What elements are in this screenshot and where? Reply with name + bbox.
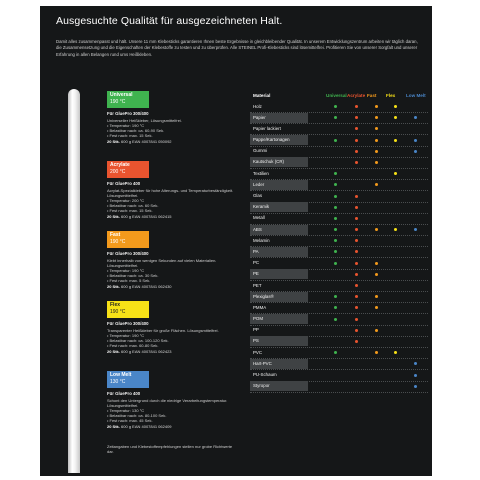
header-acrylate: Acrylate [347,93,366,98]
product-low-melt [107,371,235,441]
product-ean: 600 g EAN 4007841 062409 [121,424,172,429]
table-row [250,146,428,157]
product-device: Für GluePro 400 [107,181,141,186]
product-device: Für GluePro 300/400 [107,111,149,116]
product-fast [107,231,235,301]
suitability-dot-acrylate [355,195,358,198]
material-name: ABS [250,225,308,235]
suitability-dot-acrylate [355,318,358,321]
suitability-dot-low-melt [414,139,417,142]
product-qty: 20 Stk. [107,349,120,354]
suitability-dot-universal [334,116,337,119]
suitability-dot-universal [334,239,337,242]
suitability-dot-universal [334,351,337,354]
product-flex [107,301,235,371]
product-qty: 20 Stk. [107,139,120,144]
suitability-dot-acrylate [355,306,358,309]
material-name: POM [250,314,308,324]
material-name: Textilien [253,170,269,176]
product-device: Für GluePro 300/400 [107,321,149,326]
product-ean: 600 g EAN 4007841 062423 [121,349,172,354]
spec-item: • Temperatur: 200 °C [107,198,235,203]
suitability-dot-flex [394,105,397,108]
table-row [250,101,428,112]
table-row [250,370,428,381]
table-row [250,325,428,336]
table-row [250,347,428,358]
brochure-page [40,6,432,476]
material-name: PE [250,269,308,279]
suitability-dot-fast [375,262,378,265]
material-name: Keramik [250,202,308,212]
suitability-dot-fast [375,105,378,108]
suitability-dot-low-melt [414,362,417,365]
table-row [250,280,428,291]
material-name: Papier lackiert [253,125,281,131]
table-row [250,269,428,280]
product-description: Transparenter Heißkleber für große Flächen. Lösungsmittelfrei. [107,328,219,333]
product-qty: 20 Stk. [107,214,120,219]
product-temp: 190 °C [110,98,126,105]
suitability-dot-acrylate [355,262,358,265]
product-temp: 130 °C [110,378,126,385]
material-name: Styropor [250,381,308,391]
table-row [250,213,428,224]
suitability-dot-fast [375,295,378,298]
spec-item: • Belastbar nach: ca. 60-90 Sek. [107,128,235,133]
suitability-dot-acrylate [355,217,358,220]
suitability-dot-fast [375,150,378,153]
suitability-dot-acrylate [355,250,358,253]
product-device: Für GluePro 300/400 [107,251,149,256]
product-specs [107,123,235,138]
suitability-dot-low-melt [414,385,417,388]
suitability-dot-acrylate [355,329,358,332]
header-material: Material [253,93,271,98]
suitability-dot-acrylate [355,284,358,287]
product-badge [107,301,149,318]
suitability-dot-acrylate [355,228,358,231]
product-universal [107,91,235,161]
product-description: Acrylat-Spezialkleber für hohe Alterungs- und Temperaturbeständigkeit. Lösungsmittelfrei. [107,188,234,198]
spec-item: • Temperatur: 190 °C [107,123,235,128]
suitability-dot-universal [334,318,337,321]
table-row [250,246,428,257]
product-name: Low Melt [110,372,132,378]
intro-text: Damit alles zusammenpasst und hält. Unsere 11 mm Klebesticks garantieren Ihnen beste Ergebnisse in gleichbleibender Qualität. In unserem Entwicklungszentrum arbeiten wir täglich daran, die Zusammensetzung und die Eigenschaften der Klebestoffe zu testen und zu überprüfen. Alle STEINEL Profi-Klebesticks sind lösemittelfrei. Profitieren Sie von unserer Sorgfalt und unserer Erfahrung in allen Belangen rund ums Heißkleben. [56,39,418,57]
suitability-dot-universal [334,217,337,220]
product-badge [107,231,149,248]
suitability-dot-acrylate [355,206,358,209]
suitability-dot-flex [394,351,397,354]
suitability-dot-universal [334,183,337,186]
product-description: Klebt innerhalb von wenigen Sekunden auf vielen Materialien. Lösungsmittelfrei. [107,258,217,268]
table-row [250,314,428,325]
material-table [250,91,428,392]
product-name: Universal [110,92,133,98]
suitability-dot-flex [394,228,397,231]
suitability-dot-acrylate [355,340,358,343]
material-name: Kautschuk (CR) [250,157,308,167]
suitability-dot-low-melt [414,116,417,119]
suitability-dot-fast [375,351,378,354]
footnote: Zeitangaben und Klebestoffempfehlungen stellen nur grobe Richtwerte dar. [107,444,233,454]
spec-item: • Temperatur: 130 °C [107,408,235,413]
table-row [250,336,428,347]
product-device: Für GluePro 400 [107,391,141,396]
product-temp: 200 °C [110,168,126,175]
table-row [250,258,428,269]
table-row [250,224,428,235]
header-low-melt: Low Melt [406,93,426,98]
table-row [250,191,428,202]
product-order-info [107,349,235,354]
spec-item: • Fest nach: max. 45 Sek. [107,418,235,423]
table-row [250,157,428,168]
suitability-dot-acrylate [355,105,358,108]
product-description: Universeller Heißkleber, Lösungsmittelfrei. [107,118,182,123]
suitability-dot-low-melt [414,150,417,153]
product-qty: 20 Stk. [107,284,120,289]
product-temp: 190 °C [110,238,126,245]
table-row [250,202,428,213]
suitability-dot-acrylate [355,116,358,119]
material-name: PC [253,260,260,266]
spec-item: • Belastbar nach: ca. 30 Sek. [107,273,235,278]
material-name: Leder [250,180,308,190]
header-flex: Flex [386,93,396,98]
suitability-dot-acrylate [355,273,358,276]
suitability-dot-low-melt [414,374,417,377]
material-name: PS [250,336,308,346]
header-fast: Fast [367,93,377,98]
suitability-dot-fast [375,139,378,142]
material-name: PP [253,327,259,333]
product-order-info [107,284,235,289]
suitability-dot-universal [334,306,337,309]
suitability-dot-acrylate [355,127,358,130]
spec-item: • Fest nach: max. 5 Sek. [107,278,235,283]
suitability-dot-acrylate [355,239,358,242]
product-qty: 20 Stk. [107,424,120,429]
material-name: Gummi [253,148,268,154]
material-name: PU-Schaum [253,372,277,377]
suitability-dot-universal [334,172,337,175]
spec-item: • Belastbar nach: ca. 100-120 Sek. [107,338,235,343]
material-name: Plexiglas® [250,292,308,302]
suitability-dot-low-melt [414,228,417,231]
suitability-dot-universal [334,206,337,209]
product-order-info [107,424,235,429]
spec-item: • Temperatur: 190 °C [107,333,235,338]
product-badge [107,371,149,388]
table-row [250,235,428,246]
product-badge [107,161,149,178]
suitability-dot-fast [375,273,378,276]
suitability-dot-acrylate [355,295,358,298]
header-universal: Universal [326,93,347,98]
spec-item: • Belastbar nach: ca. 60 Sek. [107,203,235,208]
suitability-dot-flex [394,172,397,175]
table-row [250,179,428,190]
row-divider [250,392,428,393]
product-ean: 600 g EAN 4007841 062430 [121,284,172,289]
product-list [107,91,235,441]
spec-item: • Belastbar nach: ca. 80-100 Sek. [107,413,235,418]
material-name: Glas [253,193,263,198]
table-row [250,135,428,146]
product-order-info [107,214,235,219]
glue-stick-image [68,89,80,473]
material-name: Holz [253,103,262,109]
suitability-dot-universal [334,228,337,231]
table-row [250,112,428,123]
material-name: PVC [253,349,263,355]
table-row [250,123,428,134]
material-name: Metall [253,215,265,221]
product-acrylate [107,161,235,231]
suitability-dot-universal [334,250,337,253]
suitability-dot-acrylate [355,150,358,153]
table-row [250,381,428,392]
table-row [250,291,428,302]
spec-item: • Fest nach: max. 15 Sek. [107,208,235,213]
suitability-dot-fast [375,183,378,186]
suitability-dot-acrylate [355,139,358,142]
material-table-header [250,91,428,101]
suitability-dot-fast [375,329,378,332]
suitability-dot-universal [334,295,337,298]
suitability-dot-universal [334,139,337,142]
material-table-body [250,101,428,392]
suitability-dot-flex [394,116,397,119]
product-specs [107,333,235,348]
suitability-dot-fast [375,161,378,164]
spec-item: • Fest nach: max. 60-80 Sek. [107,343,235,348]
product-ean: 600 g EAN 4007841 050092 [121,139,172,144]
product-description: Schont den Untergrund durch die niedrige Verarbeitungstemperatur. Lösungsmittelfrei. [107,398,228,408]
suitability-dot-fast [375,127,378,130]
suitability-dot-universal [334,195,337,198]
suitability-dot-acrylate [355,161,358,164]
table-row [250,302,428,313]
material-name: PA [250,247,308,257]
spec-item: • Fest nach: max. 15 Sek. [107,133,235,138]
suitability-dot-fast [375,228,378,231]
suitability-dot-universal [334,105,337,108]
suitability-dot-fast [375,306,378,309]
page-heading: Ausgesuchte Qualität für ausgezeichneten Halt. [56,15,283,27]
product-name: Flex [110,302,121,308]
product-name: Acrylate [110,162,130,168]
material-name: Pappe/Kartonagen [250,135,308,145]
product-temp: 190 °C [110,308,126,315]
material-name: PMMA [253,304,267,310]
material-name: Papier [250,113,308,123]
table-row [250,168,428,179]
product-badge [107,91,149,108]
table-row [250,358,428,369]
suitability-dot-fast [375,116,378,119]
product-name: Fast [110,232,121,238]
spec-item: • Temperatur: 190 °C [107,268,235,273]
suitability-dot-flex [394,139,397,142]
suitability-dot-universal [334,262,337,265]
product-specs [107,408,235,423]
product-order-info [107,139,235,144]
product-ean: 600 g EAN 4007841 062415 [121,214,172,219]
product-specs [107,268,235,283]
product-specs [107,198,235,213]
material-name: Melamin [253,237,270,243]
material-name: Hart-PVC [250,359,308,369]
material-name: PET [253,282,262,288]
